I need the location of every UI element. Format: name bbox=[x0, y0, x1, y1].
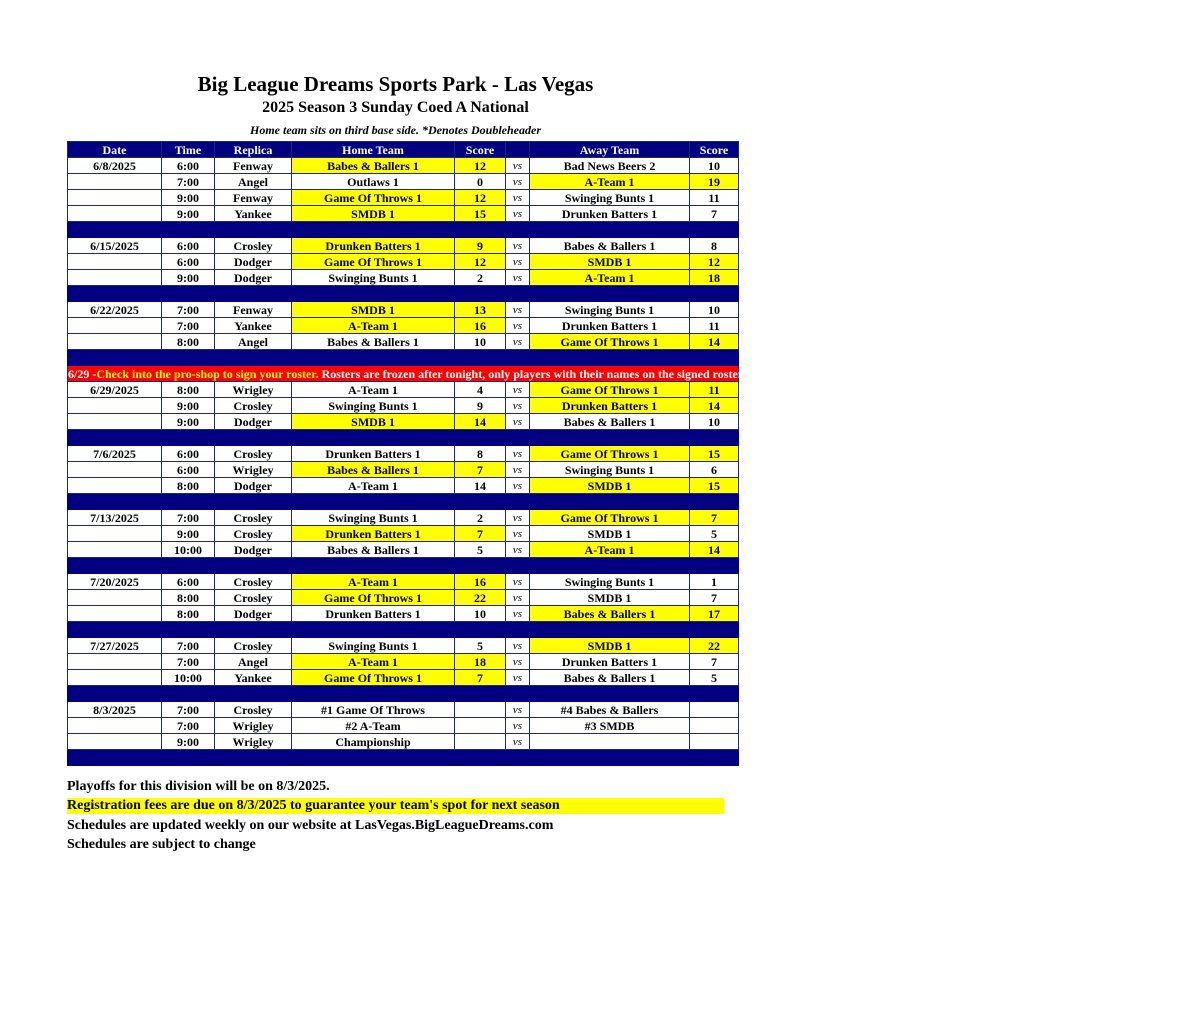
separator-bar bbox=[68, 622, 739, 638]
home-team: SMDB 1 bbox=[292, 206, 455, 222]
away-score: 11 bbox=[690, 190, 739, 206]
game-field: Yankee bbox=[215, 206, 292, 222]
game-row bbox=[68, 590, 739, 606]
game-time: 8:00 bbox=[162, 590, 215, 606]
game-date bbox=[68, 718, 162, 734]
separator-bar bbox=[68, 222, 739, 238]
home-score: 2 bbox=[455, 270, 506, 286]
game-field: Dodger bbox=[215, 414, 292, 430]
home-score: 7 bbox=[455, 670, 506, 686]
versus-label: vs bbox=[506, 446, 530, 462]
game-date bbox=[68, 606, 162, 622]
away-team: SMDB 1 bbox=[530, 526, 690, 542]
away-team: #4 Babes & Ballers bbox=[530, 702, 690, 718]
game-row bbox=[68, 654, 739, 670]
column-header: Replica bbox=[215, 142, 292, 158]
game-row bbox=[68, 638, 739, 654]
game-time: 9:00 bbox=[162, 414, 215, 430]
game-row bbox=[68, 254, 739, 270]
home-team: A-Team 1 bbox=[292, 654, 455, 670]
game-row bbox=[68, 542, 739, 558]
away-team: Babes & Ballers 1 bbox=[530, 414, 690, 430]
game-field: Crosley bbox=[215, 446, 292, 462]
game-field: Dodger bbox=[215, 254, 292, 270]
home-score: 22 bbox=[455, 590, 506, 606]
away-score: 7 bbox=[690, 206, 739, 222]
home-team: Swinging Bunts 1 bbox=[292, 638, 455, 654]
game-field: Dodger bbox=[215, 542, 292, 558]
away-team: Game Of Throws 1 bbox=[530, 510, 690, 526]
game-date bbox=[68, 398, 162, 414]
game-date: 7/13/2025 bbox=[68, 510, 162, 526]
game-field: Crosley bbox=[215, 590, 292, 606]
game-field: Dodger bbox=[215, 478, 292, 494]
versus-label: vs bbox=[506, 590, 530, 606]
schedule-body bbox=[68, 158, 1200, 766]
week-separator bbox=[68, 622, 739, 638]
home-score: 0 bbox=[455, 174, 506, 190]
game-date bbox=[68, 414, 162, 430]
away-team: SMDB 1 bbox=[530, 478, 690, 494]
home-score bbox=[455, 734, 506, 750]
home-team: A-Team 1 bbox=[292, 574, 455, 590]
game-time: 8:00 bbox=[162, 478, 215, 494]
game-date bbox=[68, 590, 162, 606]
home-team: Babes & Ballers 1 bbox=[292, 158, 455, 174]
notice-date: 6/29 - bbox=[68, 366, 97, 381]
game-time: 7:00 bbox=[162, 702, 215, 718]
versus-label: vs bbox=[506, 462, 530, 478]
away-team: Drunken Batters 1 bbox=[530, 206, 690, 222]
game-time: 7:00 bbox=[162, 510, 215, 526]
game-date bbox=[68, 478, 162, 494]
game-time: 9:00 bbox=[162, 734, 215, 750]
home-score: 14 bbox=[455, 478, 506, 494]
away-score: 15 bbox=[690, 478, 739, 494]
page-subtitle: 2025 Season 3 Sunday Coed A National bbox=[262, 99, 529, 116]
away-score bbox=[690, 702, 739, 718]
away-score: 22 bbox=[690, 638, 739, 654]
game-time: 7:00 bbox=[162, 302, 215, 318]
home-score: 18 bbox=[455, 654, 506, 670]
game-date bbox=[68, 174, 162, 190]
game-date bbox=[68, 318, 162, 334]
versus-label: vs bbox=[506, 174, 530, 190]
versus-label: vs bbox=[506, 334, 530, 350]
home-score: 10 bbox=[455, 334, 506, 350]
game-time: 6:00 bbox=[162, 462, 215, 478]
away-score: 15 bbox=[690, 446, 739, 462]
home-score: 16 bbox=[455, 318, 506, 334]
away-team: SMDB 1 bbox=[530, 254, 690, 270]
away-score: 7 bbox=[690, 590, 739, 606]
versus-label: vs bbox=[506, 254, 530, 270]
away-score: 12 bbox=[690, 254, 739, 270]
separator-bar bbox=[68, 494, 739, 510]
away-score: 5 bbox=[690, 526, 739, 542]
away-score bbox=[690, 718, 739, 734]
versus-label: vs bbox=[506, 606, 530, 622]
game-field: Crosley bbox=[215, 510, 292, 526]
away-score bbox=[690, 734, 739, 750]
game-time: 6:00 bbox=[162, 446, 215, 462]
game-time: 7:00 bbox=[162, 174, 215, 190]
away-team: Swinging Bunts 1 bbox=[530, 190, 690, 206]
home-score: 13 bbox=[455, 302, 506, 318]
game-field: Dodger bbox=[215, 606, 292, 622]
away-team: Drunken Batters 1 bbox=[530, 318, 690, 334]
game-time: 8:00 bbox=[162, 382, 215, 398]
versus-label: vs bbox=[506, 270, 530, 286]
away-team: SMDB 1 bbox=[530, 590, 690, 606]
away-team: SMDB 1 bbox=[530, 638, 690, 654]
game-field: Wrigley bbox=[215, 734, 292, 750]
column-header: Date bbox=[68, 142, 162, 158]
game-time: 7:00 bbox=[162, 654, 215, 670]
game-date bbox=[68, 254, 162, 270]
away-team: Swinging Bunts 1 bbox=[530, 302, 690, 318]
home-team: Babes & Ballers 1 bbox=[292, 542, 455, 558]
away-score: 11 bbox=[690, 318, 739, 334]
week-separator bbox=[68, 686, 739, 702]
game-date: 7/6/2025 bbox=[68, 446, 162, 462]
column-header: Score bbox=[690, 142, 739, 158]
home-team: Game Of Throws 1 bbox=[292, 670, 455, 686]
game-field: Crosley bbox=[215, 526, 292, 542]
home-team: Game Of Throws 1 bbox=[292, 190, 455, 206]
home-team: Swinging Bunts 1 bbox=[292, 398, 455, 414]
versus-label: vs bbox=[506, 542, 530, 558]
game-field: Dodger bbox=[215, 270, 292, 286]
versus-label: vs bbox=[506, 302, 530, 318]
home-score: 5 bbox=[455, 542, 506, 558]
home-team: SMDB 1 bbox=[292, 302, 455, 318]
home-team: Swinging Bunts 1 bbox=[292, 510, 455, 526]
away-team: Swinging Bunts 1 bbox=[530, 462, 690, 478]
home-team: Game Of Throws 1 bbox=[292, 254, 455, 270]
away-team: Game Of Throws 1 bbox=[530, 446, 690, 462]
game-field: Fenway bbox=[215, 302, 292, 318]
home-team: Game Of Throws 1 bbox=[292, 590, 455, 606]
column-header: Home Team bbox=[292, 142, 455, 158]
versus-label: vs bbox=[506, 734, 530, 750]
home-team: Championship bbox=[292, 734, 455, 750]
game-time: 9:00 bbox=[162, 206, 215, 222]
roster-notice bbox=[68, 366, 1200, 382]
versus-label: vs bbox=[506, 654, 530, 670]
game-date: 6/22/2025 bbox=[68, 302, 162, 318]
game-row bbox=[68, 478, 739, 494]
versus-label: vs bbox=[506, 206, 530, 222]
home-team: Babes & Ballers 1 bbox=[292, 462, 455, 478]
game-field: Angel bbox=[215, 334, 292, 350]
home-score: 4 bbox=[455, 382, 506, 398]
separator-bar bbox=[68, 286, 739, 302]
versus-label: vs bbox=[506, 670, 530, 686]
home-team: Drunken Batters 1 bbox=[292, 526, 455, 542]
game-date: 6/8/2025 bbox=[68, 158, 162, 174]
game-row bbox=[68, 318, 739, 334]
game-row bbox=[68, 270, 739, 286]
week-separator bbox=[68, 494, 739, 510]
game-field: Angel bbox=[215, 174, 292, 190]
game-row bbox=[68, 334, 739, 350]
game-time: 9:00 bbox=[162, 526, 215, 542]
home-score: 14 bbox=[455, 414, 506, 430]
versus-label: vs bbox=[506, 238, 530, 254]
away-score: 18 bbox=[690, 270, 739, 286]
game-time: 10:00 bbox=[162, 542, 215, 558]
roster-notice-row bbox=[68, 366, 739, 382]
away-score: 5 bbox=[690, 670, 739, 686]
game-time: 9:00 bbox=[162, 190, 215, 206]
column-header: Time bbox=[162, 142, 215, 158]
versus-label: vs bbox=[506, 526, 530, 542]
home-score: 16 bbox=[455, 574, 506, 590]
home-score: 7 bbox=[455, 462, 506, 478]
game-row bbox=[68, 734, 739, 750]
game-row bbox=[68, 462, 739, 478]
week-separator bbox=[68, 558, 739, 574]
separator-bar bbox=[68, 558, 739, 574]
game-field: Fenway bbox=[215, 190, 292, 206]
game-field: Wrigley bbox=[215, 718, 292, 734]
game-time: 9:00 bbox=[162, 398, 215, 414]
game-row bbox=[68, 526, 739, 542]
column-header: Away Team bbox=[530, 142, 690, 158]
home-score: 8 bbox=[455, 446, 506, 462]
versus-label: vs bbox=[506, 638, 530, 654]
game-field: Yankee bbox=[215, 670, 292, 686]
column-header: Score bbox=[455, 142, 506, 158]
game-row bbox=[68, 574, 739, 590]
page-title: Big League Dreams Sports Park - Las Vegas bbox=[197, 72, 594, 96]
away-score: 17 bbox=[690, 606, 739, 622]
week-separator bbox=[68, 286, 739, 302]
game-field: Crosley bbox=[215, 638, 292, 654]
game-field: Angel bbox=[215, 654, 292, 670]
game-field: Crosley bbox=[215, 398, 292, 414]
versus-label: vs bbox=[506, 574, 530, 590]
game-row bbox=[68, 606, 739, 622]
column-header bbox=[506, 142, 530, 158]
away-team: Babes & Ballers 1 bbox=[530, 238, 690, 254]
home-score: 9 bbox=[455, 398, 506, 414]
versus-label: vs bbox=[506, 510, 530, 526]
home-score: 12 bbox=[455, 158, 506, 174]
game-time: 9:00 bbox=[162, 270, 215, 286]
home-score bbox=[455, 702, 506, 718]
separator-bar bbox=[68, 430, 739, 446]
game-row bbox=[68, 302, 739, 318]
notice-text: Rosters are frozen after tonight, only players with their names on the signed roster are eligible for playoffs. Please check carefully as changes will not be made for omissions. bbox=[318, 366, 1200, 381]
versus-label: vs bbox=[506, 414, 530, 430]
game-row bbox=[68, 718, 739, 734]
home-team: Babes & Ballers 1 bbox=[292, 334, 455, 350]
game-time: 10:00 bbox=[162, 670, 215, 686]
game-row bbox=[68, 510, 739, 526]
away-team: Swinging Bunts 1 bbox=[530, 574, 690, 590]
versus-label: vs bbox=[506, 382, 530, 398]
game-date: 6/29/2025 bbox=[68, 382, 162, 398]
page-note: Home team sits on third base side. *Denotes Doubleheader bbox=[250, 123, 541, 137]
home-team: Drunken Batters 1 bbox=[292, 238, 455, 254]
away-team: Drunken Batters 1 bbox=[530, 398, 690, 414]
away-score: 10 bbox=[690, 158, 739, 174]
away-score: 8 bbox=[690, 238, 739, 254]
game-field: Wrigley bbox=[215, 382, 292, 398]
game-row bbox=[68, 190, 739, 206]
table-header-row bbox=[68, 142, 739, 158]
game-date bbox=[68, 206, 162, 222]
game-date: 7/20/2025 bbox=[68, 574, 162, 590]
game-row bbox=[68, 398, 739, 414]
game-row bbox=[68, 174, 739, 190]
away-score: 7 bbox=[690, 654, 739, 670]
home-score: 15 bbox=[455, 206, 506, 222]
home-score: 5 bbox=[455, 638, 506, 654]
away-team: Babes & Ballers 1 bbox=[530, 670, 690, 686]
game-time: 7:00 bbox=[162, 318, 215, 334]
home-score: 7 bbox=[455, 526, 506, 542]
away-team: A-Team 1 bbox=[530, 174, 690, 190]
versus-label: vs bbox=[506, 398, 530, 414]
week-separator bbox=[68, 750, 739, 766]
versus-label: vs bbox=[506, 702, 530, 718]
away-score: 11 bbox=[690, 382, 739, 398]
game-date bbox=[68, 654, 162, 670]
game-time: 7:00 bbox=[162, 718, 215, 734]
separator-bar bbox=[68, 686, 739, 702]
away-score: 14 bbox=[690, 542, 739, 558]
game-row bbox=[68, 206, 739, 222]
game-row bbox=[68, 414, 739, 430]
game-date: 7/27/2025 bbox=[68, 638, 162, 654]
away-team: Drunken Batters 1 bbox=[530, 654, 690, 670]
week-separator bbox=[68, 350, 739, 366]
game-date bbox=[68, 270, 162, 286]
game-field: Fenway bbox=[215, 158, 292, 174]
away-score: 6 bbox=[690, 462, 739, 478]
home-team: A-Team 1 bbox=[292, 382, 455, 398]
home-score: 12 bbox=[455, 254, 506, 270]
game-time: 8:00 bbox=[162, 606, 215, 622]
home-score: 12 bbox=[455, 190, 506, 206]
home-score: 2 bbox=[455, 510, 506, 526]
footer-registration-note: Registration fees are due on 8/3/2025 to guarantee your team's spot for next season bbox=[67, 798, 724, 814]
away-score: 10 bbox=[690, 302, 739, 318]
game-date: 8/3/2025 bbox=[68, 702, 162, 718]
versus-label: vs bbox=[506, 158, 530, 174]
away-score: 19 bbox=[690, 174, 739, 190]
game-row bbox=[68, 446, 739, 462]
home-score: 9 bbox=[455, 238, 506, 254]
game-date bbox=[68, 334, 162, 350]
game-date bbox=[68, 734, 162, 750]
home-score: 10 bbox=[455, 606, 506, 622]
away-team: #3 SMDB bbox=[530, 718, 690, 734]
game-time: 6:00 bbox=[162, 158, 215, 174]
home-team: Drunken Batters 1 bbox=[292, 606, 455, 622]
game-time: 8:00 bbox=[162, 334, 215, 350]
away-score: 10 bbox=[690, 414, 739, 430]
away-team: Bad News Beers 2 bbox=[530, 158, 690, 174]
game-field: Yankee bbox=[215, 318, 292, 334]
game-row bbox=[68, 670, 739, 686]
away-team: Game Of Throws 1 bbox=[530, 382, 690, 398]
away-team bbox=[530, 734, 690, 750]
game-row bbox=[68, 238, 739, 254]
away-team: A-Team 1 bbox=[530, 270, 690, 286]
game-field: Crosley bbox=[215, 702, 292, 718]
away-score: 1 bbox=[690, 574, 739, 590]
game-time: 6:00 bbox=[162, 238, 215, 254]
versus-label: vs bbox=[506, 190, 530, 206]
footer-playoffs-note: Playoffs for this division will be on 8/3/2025. bbox=[67, 779, 330, 794]
week-separator bbox=[68, 222, 739, 238]
versus-label: vs bbox=[506, 718, 530, 734]
game-date bbox=[68, 526, 162, 542]
separator-bar bbox=[68, 750, 739, 766]
home-team: Drunken Batters 1 bbox=[292, 446, 455, 462]
notice-highlight: Check into the pro-shop to sign your roster. bbox=[96, 366, 319, 381]
home-team: Outlaws 1 bbox=[292, 174, 455, 190]
game-row bbox=[68, 702, 739, 718]
game-date bbox=[68, 462, 162, 478]
game-time: 6:00 bbox=[162, 574, 215, 590]
game-field: Wrigley bbox=[215, 462, 292, 478]
home-team: #2 A-Team bbox=[292, 718, 455, 734]
game-date bbox=[68, 542, 162, 558]
game-time: 7:00 bbox=[162, 638, 215, 654]
separator-bar bbox=[68, 350, 739, 366]
week-separator bbox=[68, 430, 739, 446]
game-date: 6/15/2025 bbox=[68, 238, 162, 254]
footer-change-note: Schedules are subject to change bbox=[67, 837, 256, 852]
home-team: Swinging Bunts 1 bbox=[292, 270, 455, 286]
game-field: Crosley bbox=[215, 574, 292, 590]
footer-website-note: Schedules are updated weekly on our website at LasVegas.BigLeagueDreams.com bbox=[67, 818, 554, 833]
home-team: SMDB 1 bbox=[292, 414, 455, 430]
home-team: A-Team 1 bbox=[292, 478, 455, 494]
home-score bbox=[455, 718, 506, 734]
schedule-table bbox=[67, 141, 1200, 766]
away-score: 14 bbox=[690, 334, 739, 350]
away-score: 14 bbox=[690, 398, 739, 414]
away-team: A-Team 1 bbox=[530, 542, 690, 558]
game-date bbox=[68, 670, 162, 686]
away-score: 7 bbox=[690, 510, 739, 526]
game-time: 6:00 bbox=[162, 254, 215, 270]
game-row bbox=[68, 382, 739, 398]
away-team: Game Of Throws 1 bbox=[530, 334, 690, 350]
game-field: Crosley bbox=[215, 238, 292, 254]
home-team: A-Team 1 bbox=[292, 318, 455, 334]
game-row bbox=[68, 158, 739, 174]
versus-label: vs bbox=[506, 318, 530, 334]
away-team: Babes & Ballers 1 bbox=[530, 606, 690, 622]
home-team: #1 Game Of Throws bbox=[292, 702, 455, 718]
game-date bbox=[68, 190, 162, 206]
versus-label: vs bbox=[506, 478, 530, 494]
